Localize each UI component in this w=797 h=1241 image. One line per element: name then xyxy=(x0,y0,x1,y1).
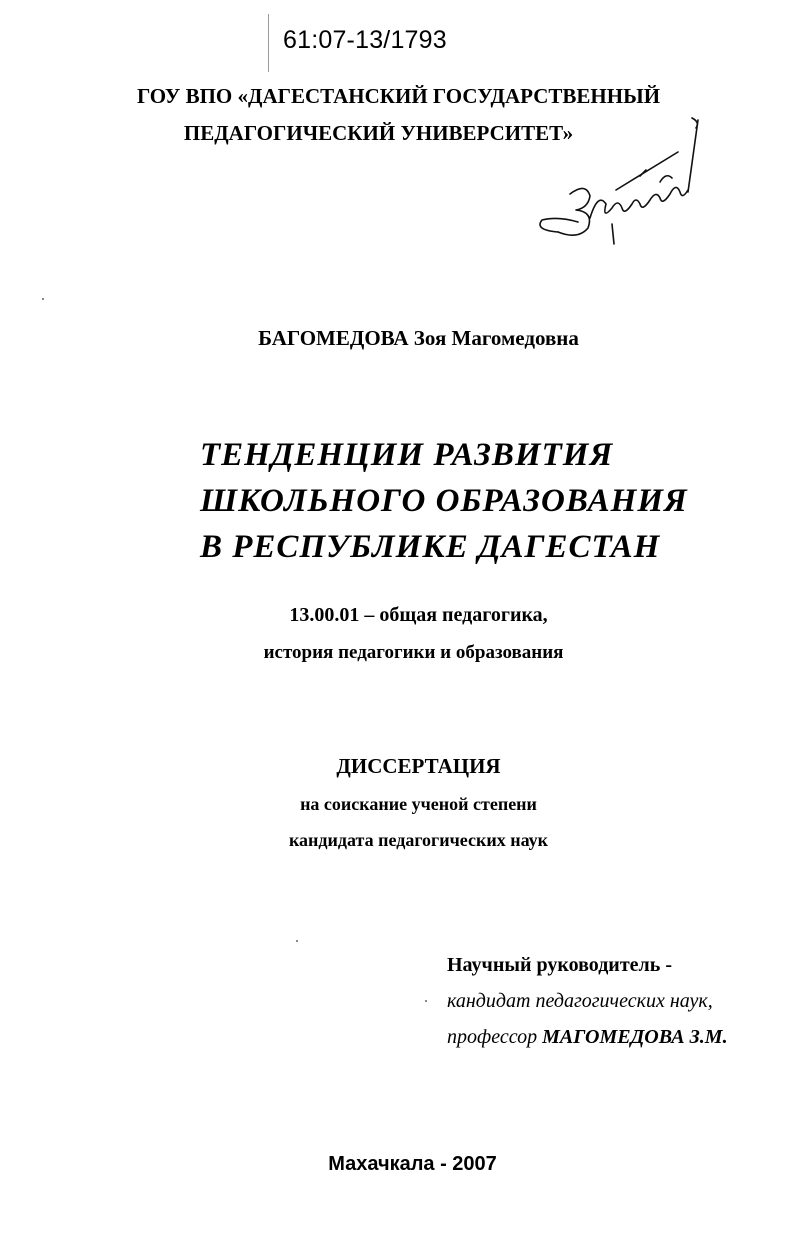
scan-speck xyxy=(425,1000,427,1002)
supervisor-name: МАГОМЕДОВА З.М. xyxy=(542,1026,728,1048)
author-name: БАГОМЕДОВА Зоя Магомедовна xyxy=(258,326,579,350)
document-type: ДИССЕРТАЦИЯ xyxy=(336,754,501,778)
supervisor-title-prefix: профессор xyxy=(447,1026,543,1048)
supervisor-block xyxy=(447,947,728,1055)
specialty-name: история педагогики и образования xyxy=(263,642,564,663)
catalog-number: 61:07-13/1793 xyxy=(283,26,447,54)
title-line-3: В РЕСПУБЛИКЕ ДАГЕСТАН xyxy=(200,529,661,565)
title-line-2: ШКОЛЬНОГО ОБРАЗОВАНИЯ xyxy=(200,483,688,519)
handwritten-signature xyxy=(528,112,708,252)
supervisor-heading: Научный руководитель - xyxy=(447,954,672,976)
scan-speck xyxy=(42,298,44,300)
supervisor-rank: кандидат педагогических наук, xyxy=(447,990,713,1012)
title-line-1: ТЕНДЕНЦИИ РАЗВИТИЯ xyxy=(200,437,614,473)
specialty-code: 13.00.01 – общая педагогика, xyxy=(289,604,548,626)
scan-margin-line xyxy=(268,14,269,72)
city-year: Махачкала - 2007 xyxy=(328,1153,497,1175)
dissertation-title xyxy=(200,432,688,570)
institution-line-2: ПЕДАГОГИЧЕСКИЙ УНИВЕРСИТЕТ» xyxy=(183,121,574,145)
supervisor-title xyxy=(447,1019,728,1055)
institution-line-1: ГОУ ВПО «ДАГЕСТАНСКИЙ ГОСУДАРСТВЕННЫЙ xyxy=(136,84,661,108)
degree-line-1: на соискание ученой степени xyxy=(300,794,537,814)
degree-line-2: кандидата педагогических наук xyxy=(288,830,549,850)
scan-speck xyxy=(296,940,298,942)
